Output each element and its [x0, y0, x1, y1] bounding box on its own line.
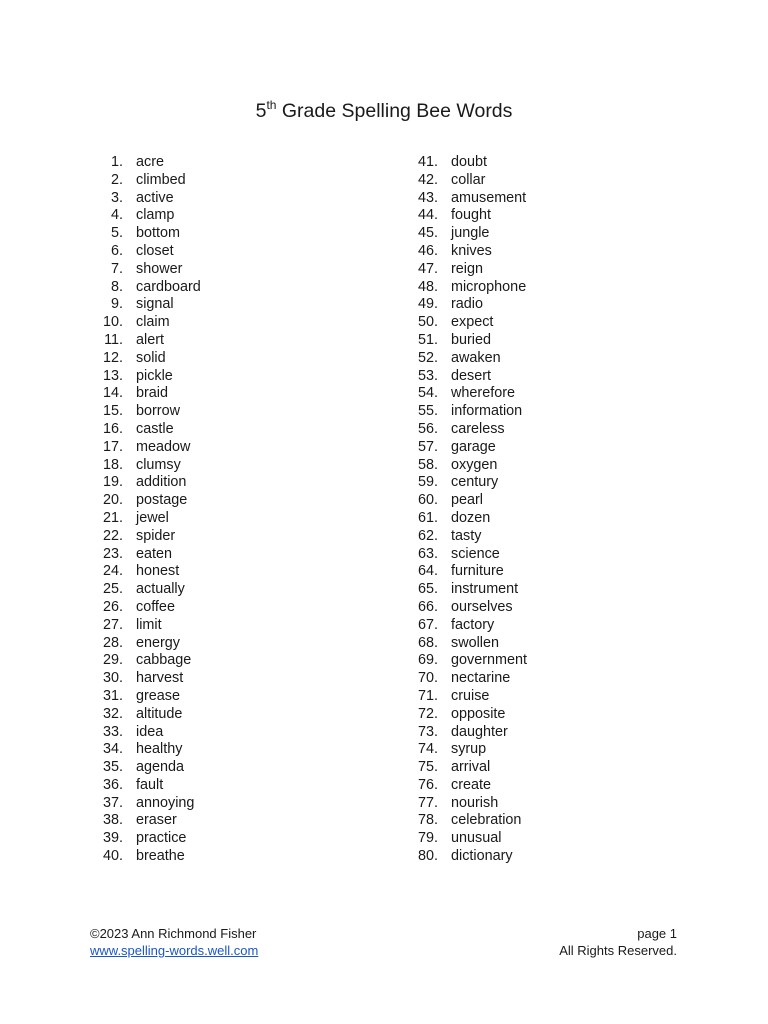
title-grade-number: 5	[255, 100, 267, 122]
word-number: 23.	[102, 545, 123, 562]
title-grade-suffix: th	[266, 97, 277, 112]
word-number: 20.	[102, 492, 123, 509]
word-number: 62.	[417, 527, 438, 544]
word-item	[96, 190, 201, 208]
word-text: syrup	[451, 741, 487, 758]
word-item	[411, 261, 527, 279]
word-text: opposite	[451, 705, 506, 722]
word-text: climbed	[136, 171, 186, 188]
word-text: amusement	[451, 189, 527, 206]
word-number: 17.	[102, 438, 123, 455]
word-item	[411, 314, 527, 332]
word-number: 60.	[417, 492, 438, 509]
word-item	[96, 652, 201, 670]
word-text: meadow	[136, 438, 191, 455]
word-number: 50.	[417, 314, 438, 331]
word-item	[411, 688, 527, 706]
word-item	[411, 243, 527, 261]
word-item	[411, 724, 527, 742]
word-number: 65.	[417, 581, 438, 598]
word-text: expect	[451, 314, 494, 331]
word-text: science	[451, 545, 500, 562]
word-text: grease	[136, 687, 181, 704]
word-item	[96, 368, 201, 386]
word-text: castle	[136, 420, 174, 437]
word-item	[96, 635, 201, 653]
word-text: spider	[136, 527, 176, 544]
word-number: 58.	[417, 456, 438, 473]
word-item	[411, 599, 527, 617]
word-text: buried	[451, 331, 492, 348]
word-item	[411, 296, 527, 314]
word-item	[96, 812, 201, 830]
word-text: active	[136, 189, 174, 206]
word-item	[411, 350, 527, 368]
word-item	[411, 225, 527, 243]
word-item	[411, 190, 527, 208]
word-number: 31.	[102, 687, 123, 704]
word-text: jewel	[136, 509, 169, 526]
word-item	[96, 777, 201, 795]
word-number: 14.	[102, 385, 123, 402]
word-text: healthy	[136, 741, 183, 758]
word-list-right	[411, 154, 527, 866]
word-number: 36.	[102, 776, 123, 793]
word-item	[411, 385, 527, 403]
word-number: 15.	[102, 403, 123, 420]
word-item	[411, 154, 527, 172]
word-text: harvest	[136, 670, 184, 687]
word-item	[96, 243, 201, 261]
page-number: page 1	[637, 926, 677, 941]
word-item	[96, 261, 201, 279]
word-number: 39.	[102, 830, 123, 847]
word-item	[96, 706, 201, 724]
word-number: 67.	[417, 616, 438, 633]
footer-right	[559, 925, 677, 959]
word-text: create	[451, 776, 491, 793]
word-text: annoying	[136, 794, 195, 811]
word-item	[96, 688, 201, 706]
word-item	[96, 670, 201, 688]
word-number: 38.	[102, 812, 123, 829]
word-item	[96, 724, 201, 742]
word-text: eaten	[136, 545, 173, 562]
word-number: 34.	[102, 741, 123, 758]
word-item	[411, 279, 527, 297]
word-text: acre	[136, 154, 164, 170]
word-number: 16.	[102, 420, 123, 437]
word-text: coffee	[136, 598, 175, 615]
word-item	[411, 581, 527, 599]
word-item	[411, 617, 527, 635]
word-number: 2.	[110, 171, 123, 188]
word-text: unusual	[451, 830, 502, 847]
word-text: nourish	[451, 794, 499, 811]
word-number: 44.	[417, 207, 438, 224]
word-text: radio	[451, 296, 483, 313]
word-text: bottom	[136, 225, 180, 242]
word-text: alert	[136, 331, 164, 348]
word-text: ourselves	[451, 598, 513, 615]
word-number: 26.	[102, 598, 123, 615]
word-number: 76.	[417, 776, 438, 793]
word-text: braid	[136, 385, 168, 402]
word-text: microphone	[451, 278, 527, 295]
word-item	[96, 296, 201, 314]
word-number: 25.	[102, 581, 123, 598]
word-number: 24.	[102, 563, 123, 580]
copyright-text: ©2023 Ann Richmond Fisher	[90, 926, 257, 941]
word-text: arrival	[451, 759, 491, 776]
word-number: 45.	[417, 225, 438, 242]
word-item	[411, 457, 527, 475]
word-item	[411, 812, 527, 830]
word-text: clumsy	[136, 456, 181, 473]
title-text: Grade Spelling Bee Words	[281, 100, 513, 122]
word-number: 66.	[417, 598, 438, 615]
word-text: daughter	[451, 723, 508, 740]
word-number: 70.	[417, 670, 438, 687]
word-text: signal	[136, 296, 174, 313]
word-text: actually	[136, 581, 185, 598]
word-item	[411, 368, 527, 386]
word-number: 68.	[417, 634, 438, 651]
word-item	[411, 492, 527, 510]
word-text: cabbage	[136, 652, 192, 669]
word-number: 28.	[102, 634, 123, 651]
word-number: 32.	[102, 705, 123, 722]
word-item	[96, 225, 201, 243]
word-item	[96, 510, 201, 528]
word-number: 52.	[417, 349, 438, 366]
word-number: 19.	[102, 474, 123, 491]
word-number: 8.	[110, 278, 123, 295]
word-number: 30.	[102, 670, 123, 687]
word-text: swollen	[451, 634, 499, 651]
word-text: limit	[136, 616, 162, 633]
word-number: 11.	[104, 331, 123, 348]
word-item	[96, 403, 201, 421]
word-text: fought	[451, 207, 492, 224]
word-item	[96, 474, 201, 492]
word-text: century	[451, 474, 499, 491]
word-item	[96, 581, 201, 599]
word-number: 69.	[417, 652, 438, 669]
word-text: practice	[136, 830, 187, 847]
word-number: 51.	[417, 331, 438, 348]
word-item	[96, 528, 201, 546]
word-item	[96, 492, 201, 510]
word-text: desert	[451, 367, 491, 384]
word-item	[411, 474, 527, 492]
word-text: breathe	[136, 848, 185, 865]
word-item	[411, 795, 527, 813]
word-item	[411, 706, 527, 724]
word-number: 21.	[102, 509, 123, 526]
word-text: tasty	[451, 527, 482, 544]
word-item	[96, 830, 201, 848]
word-list-left	[96, 154, 201, 866]
word-item	[96, 154, 201, 172]
word-text: pearl	[451, 492, 483, 509]
word-number: 18.	[102, 456, 123, 473]
word-item	[411, 759, 527, 777]
word-item	[96, 332, 201, 350]
word-item	[411, 670, 527, 688]
word-number: 74.	[417, 741, 438, 758]
word-number: 53.	[417, 367, 438, 384]
word-item	[411, 172, 527, 190]
word-text: awaken	[451, 349, 501, 366]
word-text: fault	[136, 776, 164, 793]
word-item	[96, 563, 201, 581]
word-number: 63.	[417, 545, 438, 562]
word-number: 1.	[110, 154, 123, 170]
word-number: 47.	[417, 260, 438, 277]
word-text: jungle	[451, 225, 490, 242]
word-number: 55.	[417, 403, 438, 420]
word-text: idea	[136, 723, 164, 740]
word-text: shower	[136, 260, 183, 277]
word-number: 33.	[102, 723, 123, 740]
word-item	[96, 279, 201, 297]
word-item	[411, 332, 527, 350]
word-number: 77.	[417, 794, 438, 811]
word-item	[96, 172, 201, 190]
word-item	[96, 617, 201, 635]
word-item	[411, 207, 527, 225]
word-number: 56.	[417, 420, 438, 437]
word-item	[411, 546, 527, 564]
word-number: 13.	[102, 367, 123, 384]
word-text: reign	[451, 260, 483, 277]
word-number: 79.	[417, 830, 438, 847]
word-item	[96, 350, 201, 368]
word-item	[96, 439, 201, 457]
word-number: 10.	[102, 314, 123, 331]
word-text: government	[451, 652, 527, 669]
word-text: garage	[451, 438, 496, 455]
website-link[interactable]: www.spelling-words.well.com	[90, 943, 259, 958]
word-item	[96, 741, 201, 759]
word-text: instrument	[451, 581, 519, 598]
word-item	[96, 457, 201, 475]
word-number: 61.	[417, 509, 438, 526]
word-item	[96, 546, 201, 564]
word-number: 43.	[417, 189, 438, 206]
word-number: 54.	[417, 385, 438, 402]
word-text: oxygen	[451, 456, 498, 473]
word-number: 42.	[417, 171, 438, 188]
word-number: 73.	[417, 723, 438, 740]
word-text: eraser	[136, 812, 177, 829]
word-text: pickle	[136, 367, 173, 384]
rights-text: All Rights Reserved.	[559, 943, 677, 958]
word-text: honest	[136, 563, 180, 580]
word-item	[96, 207, 201, 225]
word-text: factory	[451, 616, 495, 633]
word-text: collar	[451, 171, 486, 188]
word-text: borrow	[136, 403, 180, 420]
word-number: 7.	[110, 260, 123, 277]
word-number: 4.	[110, 207, 123, 224]
word-item	[411, 777, 527, 795]
word-number: 35.	[102, 759, 123, 776]
word-item	[96, 795, 201, 813]
word-item	[411, 741, 527, 759]
word-item	[411, 652, 527, 670]
word-item	[411, 403, 527, 421]
word-number: 5.	[110, 225, 123, 242]
word-text: careless	[451, 420, 505, 437]
word-number: 22.	[102, 527, 123, 544]
word-item	[411, 439, 527, 457]
word-text: doubt	[451, 154, 488, 170]
word-text: closet	[136, 242, 174, 259]
word-number: 72.	[417, 705, 438, 722]
word-number: 9.	[110, 296, 123, 313]
word-item	[96, 599, 201, 617]
word-number: 64.	[417, 563, 438, 580]
word-number: 48.	[417, 278, 438, 295]
word-item	[96, 759, 201, 777]
word-text: energy	[136, 634, 181, 651]
word-number: 3.	[110, 189, 123, 206]
word-number: 6.	[110, 242, 123, 259]
word-text: nectarine	[451, 670, 511, 687]
word-number: 46.	[417, 242, 438, 259]
word-number: 27.	[102, 616, 123, 633]
word-item	[96, 314, 201, 332]
word-item	[411, 528, 527, 546]
word-item	[411, 510, 527, 528]
word-text: furniture	[451, 563, 504, 580]
word-text: information	[451, 403, 523, 420]
word-text: addition	[136, 474, 187, 491]
word-number: 80.	[417, 848, 438, 865]
word-text: celebration	[451, 812, 522, 829]
word-text: cardboard	[136, 278, 201, 295]
word-item	[411, 563, 527, 581]
word-number: 57.	[417, 438, 438, 455]
word-text: agenda	[136, 759, 185, 776]
word-text: wherefore	[451, 385, 515, 402]
word-item	[411, 830, 527, 848]
word-text: cruise	[451, 687, 490, 704]
word-item	[96, 848, 201, 866]
footer-left	[90, 925, 258, 959]
word-item	[96, 421, 201, 439]
word-text: claim	[136, 314, 170, 331]
word-item	[96, 385, 201, 403]
word-text: knives	[451, 242, 492, 259]
word-number: 71.	[417, 687, 438, 704]
word-number: 40.	[102, 848, 123, 865]
word-number: 59.	[417, 474, 438, 491]
word-number: 41.	[417, 154, 438, 170]
word-text: postage	[136, 492, 188, 509]
word-number: 78.	[417, 812, 438, 829]
word-text: solid	[136, 349, 166, 366]
word-item	[411, 848, 527, 866]
word-number: 49.	[417, 296, 438, 313]
word-text: dozen	[451, 509, 491, 526]
word-text: altitude	[136, 705, 183, 722]
word-number: 29.	[102, 652, 123, 669]
word-text: clamp	[136, 207, 175, 224]
word-text: dictionary	[451, 848, 513, 865]
word-number: 37.	[102, 794, 123, 811]
page-title	[0, 99, 768, 123]
word-item	[411, 421, 527, 439]
word-number: 75.	[417, 759, 438, 776]
word-item	[411, 635, 527, 653]
word-number: 12.	[102, 349, 123, 366]
